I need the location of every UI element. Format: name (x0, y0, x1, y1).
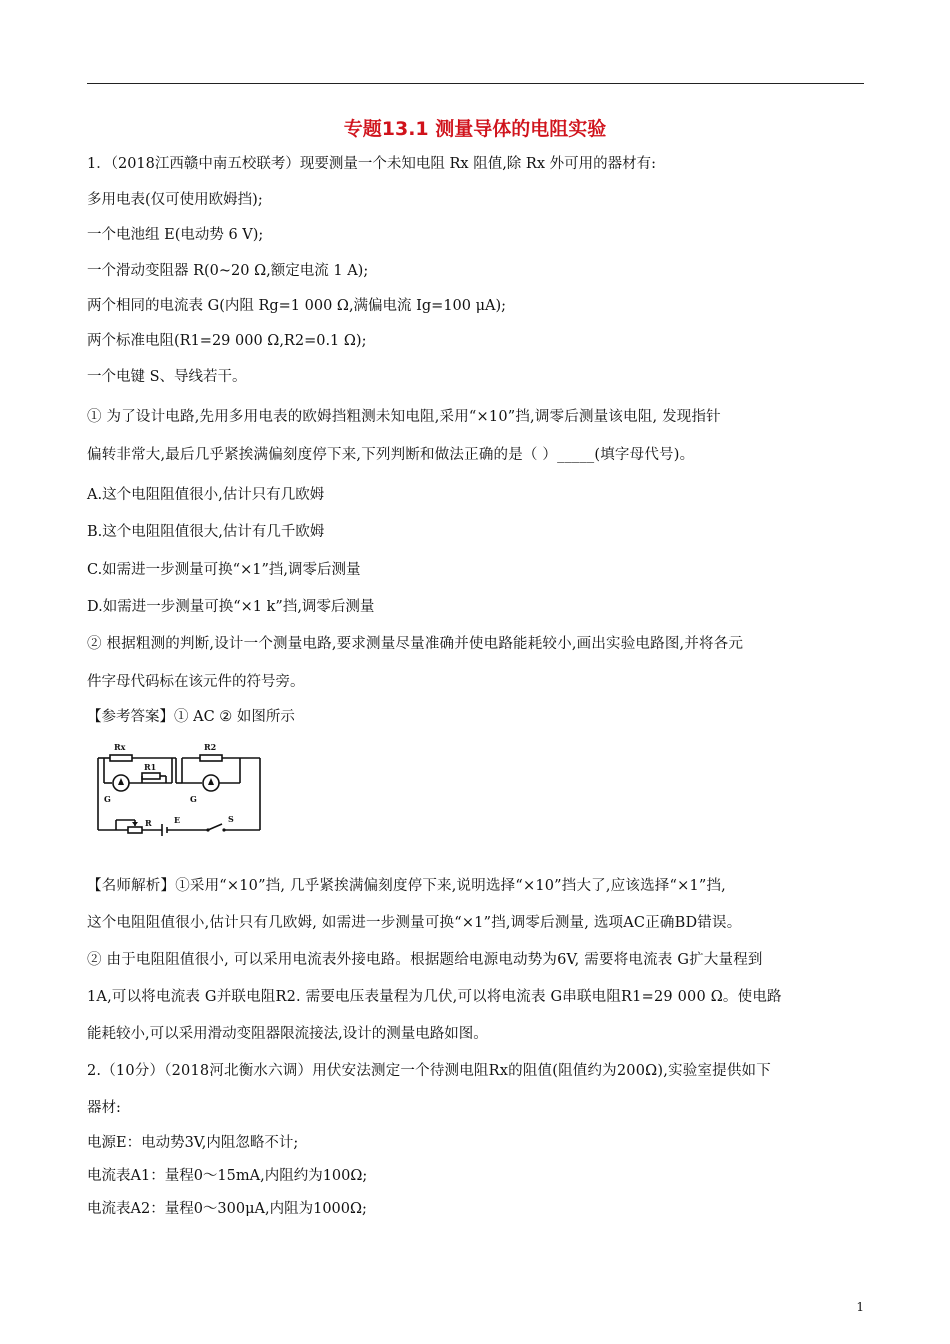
equipment-source-e: 电源E：电动势3V,内阻忽略不计; (87, 1135, 299, 1151)
page-title: 专题13.1 测量导体的电阻实验 (343, 118, 607, 140)
equipment-ammeter-a2: 电流表A2：量程0～300μA,内阻为1000Ω; (87, 1201, 367, 1217)
circuit-diagram (90, 738, 270, 838)
subquestion-2-line-1: ② 根据粗测的判断,设计一个测量电路,要求测量尽量准确并使电路能耗较小,画出实验电路图,并将各元 (87, 636, 744, 652)
analysis-line-4: 1A,可以将电流表 G并联电阻R2. 需要电压表量程为几伏,可以将电流表 G串联电阻R1=29 000 Ω。使电路 (87, 989, 782, 1005)
equipment-ammeter-a1: 电流表A1：量程0～15mA,内阻约为100Ω; (87, 1168, 368, 1184)
option-d: D.如需进一步测量可换“×1 k”挡,调零后测量 (87, 599, 375, 615)
analysis-line-1: 【名师解析】①采用“×10”挡, 几乎紧挨满偏刻度停下来,说明选择“×10”挡大了,应该选择“×1”挡, (87, 878, 726, 894)
label-g2: G (190, 794, 197, 804)
label-s: S (228, 814, 234, 824)
subquestion-2-line-2: 件字母代码标在该元件的符号旁。 (87, 674, 305, 690)
label-r: R (145, 818, 152, 828)
option-c: C.如需进一步测量可换“×1”挡,调零后测量 (87, 562, 361, 578)
subquestion-1-line-2: 偏转非常大,最后几乎紧挨满偏刻度停下来,下列判断和做法正确的是（ ）_____(填字母代号)。 (87, 447, 695, 463)
question-2-equipment-header: 器材: (87, 1100, 121, 1116)
label-rx: Rx (114, 742, 126, 752)
option-b: B.这个电阻阻值很大,估计有几千欧姆 (87, 524, 325, 540)
question-2-intro: 2.（10分）（2018河北衡水六调）用伏安法测定一个待测电阻Rx的阻值(阻值约为200Ω),实验室提供如下 (87, 1063, 771, 1079)
label-g1: G (104, 794, 111, 804)
equipment-switch: 一个电键 S、导线若干。 (87, 369, 247, 385)
label-r2: R2 (204, 742, 217, 752)
question-1-intro: 1．（2018江西赣中南五校联考）现要测量一个未知电阻 Rx 阻值,除 Rx 外可用的器材有: (87, 156, 656, 172)
subquestion-1-line-1: ① 为了设计电路,先用多用电表的欧姆挡粗测未知电阻,采用“×10”挡,调零后测量该电阻, 发现指针 (87, 409, 721, 425)
equipment-galvanometer: 两个相同的电流表 G(内阻 Rg=1 000 Ω,满偏电流 Ig=100 μA); (87, 298, 507, 314)
analysis-line-2: 这个电阻阻值很小,估计只有几欧姆, 如需进一步测量可换“×1”挡,调零后测量, 选项AC正确BD错误。 (87, 915, 742, 931)
analysis-line-5: 能耗较小,可以采用滑动变阻器限流接法,设计的测量电路如图。 (87, 1026, 488, 1042)
equipment-resistors: 两个标准电阻(R1=29 000 Ω,R2=0.1 Ω); (87, 333, 367, 349)
label-e: E (174, 815, 181, 825)
page-number: 1 (856, 1300, 864, 1314)
header-rule (87, 83, 864, 84)
reference-answer: 【参考答案】① AC ② 如图所示 (87, 709, 295, 725)
option-a: A.这个电阻阻值很小,估计只有几欧姆 (87, 487, 325, 503)
label-r1: R1 (144, 762, 157, 772)
analysis-line-3: ② 由于电阻阻值很小, 可以采用电流表外接电路。根据题给电源电动势为6V, 需要将电流表 G扩大量程到 (87, 952, 763, 968)
equipment-battery: 一个电池组 E(电动势 6 V); (87, 227, 264, 243)
equipment-multimeter: 多用电表(仅可使用欧姆挡); (87, 192, 263, 208)
equipment-rheostat: 一个滑动变阻器 R(0~20 Ω,额定电流 1 A); (87, 263, 369, 279)
